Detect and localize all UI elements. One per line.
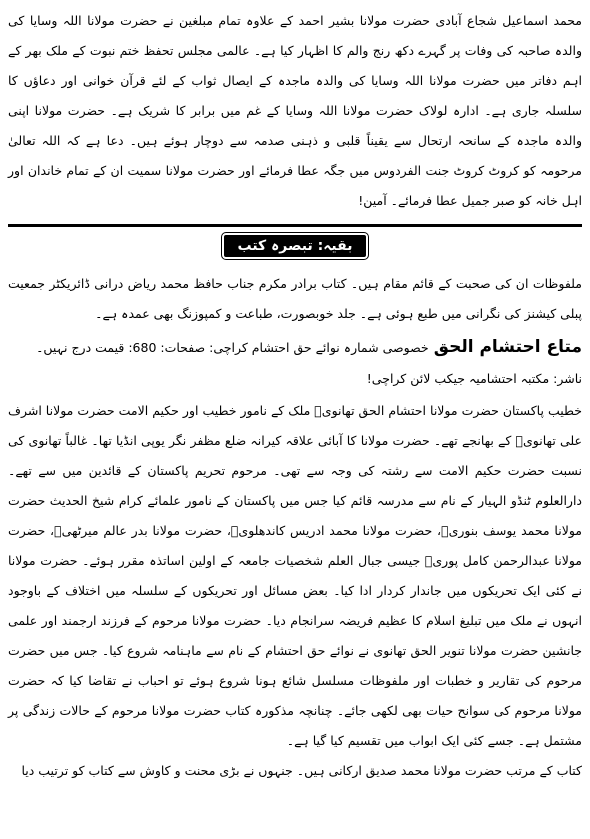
continuation-paragraph: ملفوظات ان کی صحبت کے قائم مقام ہیں۔ کتاب برادر مکرم جناب حافظ محمد ریاض درانی ڈائریکٹر جمعیت پبلی کیشنز کی نگرانی میں طبع ہوئی ہے۔ جلد خوبصورت، طباعت و کمپوزنگ بھی عمدہ ہے۔ (8, 276, 582, 321)
book-review-paragraph: خطیب پاکستان حضرت مولانا احتشام الحق تھانویؒ ملک کے نامور خطیب اور حکیم الامت حضرت مولانا اشرف علی تھانویؒ کے بھانجے تھے۔ حضرت مولانا کا آبائی علاقہ کیرانہ ضلع مظفر نگر یوپی انڈیا تھا۔ غالباً تھانوی کی نسبت حضرت حکیم الامت سے رشتہ کی وجہ سے تھی۔ مرحوم تحریم پاکستان کے قائدین میں سے تھے۔ دارالعلوم ٹنڈو الہیار کے نام سے مدرسہ قائم کیا جس میں پاکستان کے نامور علمائے کرام شیخ الحدیث حضرت مولانا محمد یوسف بنوریؒ، حضرت مولانا محمد ادریس کاندھلویؒ، حضرت مولانا بدر عالم میرٹھیؒ، حضرت مولانا عبدالرحمن کامل پوریؒ جیسی جبال العلم شخصیات جامعہ کے اولین اساتذہ مقرر ہوئے۔ حضرت مولانا نے کئی ایک تحریکوں میں جاندار کردار ادا کیا۔ بعض مسائل اور تحریکوں کے سلسلہ میں اختلاف کے باوجود انہوں نے ملک میں تبلیغ اسلام کا عظیم فریضہ سرانجام دیا۔ حضرت مولانا مرحوم کے فرزند ارجمند اور علمی جانشین حضرت مولانا تنویر الحق تھانوی نے نوائے حق احتشام کے نام سے ماہنامہ شروع کیا۔ جس میں حضرت مرحوم کی تقاریر و خطبات اور ملفوظات مسلسل شائع ہونا شروع ہوئے تو احباب نے تقاضا کیا کہ حضرت مولانا مرحوم کی سوانح حیات بھی لکھی جائے۔ چنانچہ مذکورہ کتاب حضرت مولانا مرحوم کے حالات زندگی پر مشتمل ہے۔ جسے کئی ایک ابواب میں تقسیم کیا گیا ہے۔ (8, 403, 582, 748)
section-header (8, 235, 582, 265)
book-meta: خصوصی شمارہ نوائے حق احتشام کراچی: صفحات: 680: قیمت درج نہیں۔ (36, 340, 429, 355)
book-publisher: ناشر: مکتبہ احتشامیہ جیکب لائن کراچی! (366, 371, 582, 386)
section-title: بقیہ: تبصرہ کتب (224, 235, 367, 257)
book-heading (8, 331, 582, 364)
condolence-paragraph: محمد اسماعیل شجاع آبادی حضرت مولانا بشیر احمد کے علاوہ تمام مبلغین نے حضرت مولانا اللہ وسایا کی والدہ صاحبہ کی وفات پر گہرے دکھ رنج والم کا اظہار کیا ہے۔ عالمی مجلس تحفظ ختم نبوت کے ملک بھر کے اہم دفاتر میں حضرت مولانا اللہ وسایا کی والدہ ماجدہ کے ایصال ثواب کے لئے قرآن خوانی اور دعاؤں کا سلسلہ جاری ہے۔ ادارہ لولاک حضرت مولانا اللہ وسایا کے غم میں برابر کا شریک ہے۔ حضرت مولانا اپنی والدہ ماجدہ کے سانحہ ارتحال سے یقیناً قلبی و ذہنی صدمہ سے دوچار ہوئے ہیں۔ دعا ہے کہ اللہ تعالیٰ مرحومہ کو کروٹ کروٹ جنت الفردوس میں جگہ عطا فرمائے اور حضرت مولانا سمیت ان کے تمام خاندان اور اہل خانہ کو صبر جمیل عطا فرمائے۔ آمین! (8, 13, 582, 208)
book-title: متاع احتشام الحق (433, 337, 582, 357)
closing-paragraph: کتاب کے مرتب حضرت مولانا محمد صدیق ارکانی ہیں۔ جنہوں نے بڑی محنت و کاوش سے کتاب کو ترتیب دیا (21, 763, 582, 778)
section-divider (8, 224, 582, 227)
